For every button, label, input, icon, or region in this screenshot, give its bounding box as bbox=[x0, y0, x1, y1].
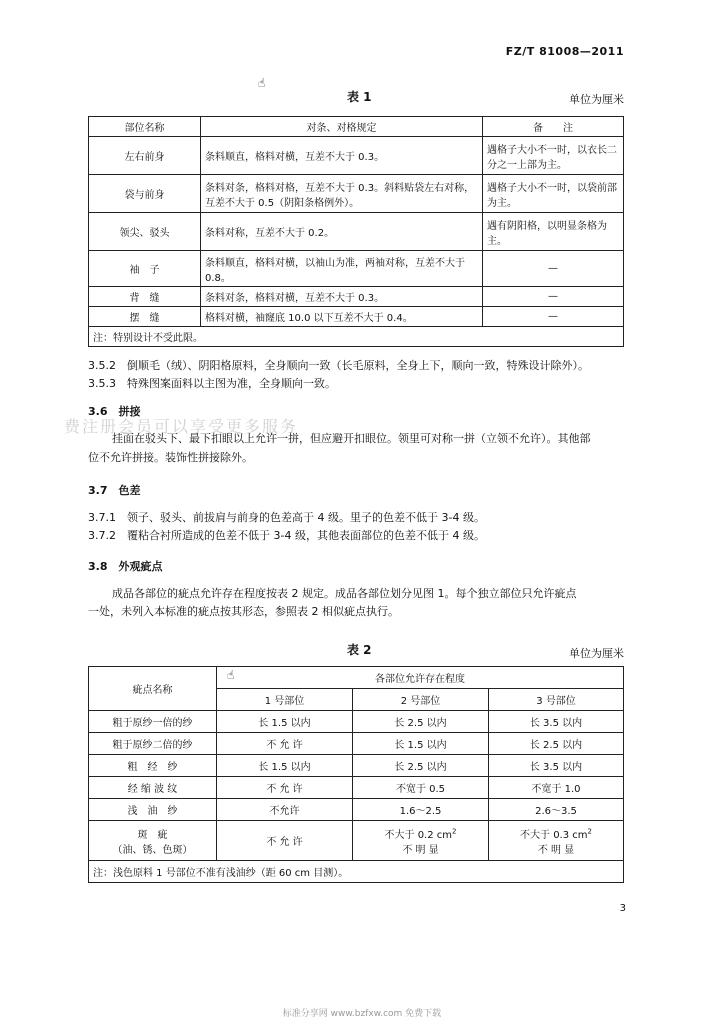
table-row: 经 缩 波 纹 不 允 许 不宽于 0.5 不宽于 1.0 bbox=[89, 777, 624, 799]
table-row: 摆 缝 格料对横，袖窿底 10.0 以下互差不大于 0.4。 — bbox=[89, 307, 624, 327]
hand-icon: ☝ bbox=[227, 668, 235, 682]
table1-title: 表 1 bbox=[347, 90, 372, 104]
para-3-6-line1: 挂面在驳头下、最下扣眼以上允许一拼，但应避开扣眼位。领里可对称一拼（立领不允许）。其他部 bbox=[112, 432, 591, 445]
table1-unit: 单位为厘米 bbox=[569, 93, 624, 106]
para-3-7-1: 3.7.1 领子、驳头、前拔肩与前身的色差高于 4 级。里子的色差不低于 3-4 级。 bbox=[88, 511, 485, 524]
table-row: 背 缝 条料对条，格料对横，互差不大于 0.3。 — bbox=[89, 287, 624, 307]
stain-name: 斑 疵 bbox=[137, 829, 168, 841]
section-3-7: 3.7 色差 bbox=[88, 484, 141, 497]
standard-code: FZ/T 81008—2011 bbox=[505, 45, 624, 58]
para-3-8-line1: 成品各部位的疵点允许存在程度按表 2 规定。成品各部位划分见图 1。每个独立部位只允许疵点 bbox=[112, 587, 577, 600]
table-note-row: 注：浅色原料 1 号部位不准有浅油纱（距 60 cm 目测）。 bbox=[89, 861, 624, 883]
table-row: 粗于原纱一倍的纱 长 1.5 以内 长 2.5 以内 长 3.5 以内 bbox=[89, 711, 624, 733]
table2 bbox=[88, 666, 624, 883]
table2-title: 表 2 bbox=[347, 643, 372, 657]
table-note-row: 注：特别设计不受此限。 bbox=[89, 327, 624, 347]
table-row: 袖 子 条料顺直，格料对横，以袖山为准，两袖对称，互差不大于 0.8。 — bbox=[89, 251, 624, 287]
section-3-6: 3.6 拼接 bbox=[88, 405, 141, 418]
para-3-6-line2: 位不允许拼接。装饰性拼接除外。 bbox=[88, 451, 253, 464]
stain-visibility-2: 不 明 显 bbox=[402, 844, 439, 856]
table-row: 领尖、驳头 条料对称，互差不大于 0.2。 遇有阴阳格，以明显条格为主。 bbox=[89, 213, 624, 251]
table-header-row: 部位名称 对条、对格规定 备 注 bbox=[89, 117, 624, 137]
group-header: 各部位允许存在程度 bbox=[375, 674, 465, 685]
superscript: 2 bbox=[587, 827, 592, 836]
table-row: 粗 经 纱 长 1.5 以内 长 2.5 以内 长 3.5 以内 bbox=[89, 755, 624, 777]
table-row: 左右前身 条料顺直，格料对横，互差不大于 0.3。 遇格子大小不一时，以衣长二分之一上部为主。 bbox=[89, 137, 624, 175]
hand-icon: ☝ bbox=[258, 76, 266, 90]
table-row: 浅 油 纱 不允许 1.6～2.5 2.6～3.5 bbox=[89, 799, 624, 821]
table-subheader-row: 1 号部位 2 号部位 3 号部位 bbox=[89, 689, 624, 711]
para-3-5-2: 3.5.2 倒顺毛（绒）、阴阳格原料，全身顺向一致（长毛原料，全身上下，顺向一致，特殊设计除外）。 bbox=[88, 359, 589, 372]
table-row: 粗于原纱二倍的纱 不 允 许 长 1.5 以内 长 2.5 以内 bbox=[89, 733, 624, 755]
table2-unit: 单位为厘米 bbox=[569, 647, 624, 660]
page-number: 3 bbox=[619, 903, 626, 914]
stain-subname: （油、锈、色斑） bbox=[112, 844, 193, 856]
para-3-8-line2: 一处，未列入本标准的疵点按其形态，参照表 2 相似疵点执行。 bbox=[88, 605, 399, 618]
para-3-5-3: 3.5.3 特殊图案面料以主图为准，全身顺向一致。 bbox=[88, 377, 336, 390]
table-row: 斑 疵 （油、锈、色斑） 不 允 许 不大于 0.2 $cm^2$ 不 明 显 不大于 0.3 $cm^2$ 不 明 显 bbox=[89, 821, 624, 861]
table-header-row: 疵点名称 ☝ 各部位允许存在程度 bbox=[89, 667, 624, 689]
section-3-8: 3.8 外观疵点 bbox=[88, 560, 163, 573]
table1 bbox=[88, 116, 624, 347]
table-row: 袋与前身 条料对条，格料对格，互差不大于 0.3。斜料贴袋左右对称，互差不大于 0.5（阴阳条格例外）。 遇格子大小不一时，以袋前部为主。 bbox=[89, 175, 624, 213]
stain-limit-2: 不大于 0.2 cm bbox=[384, 829, 453, 841]
watermark: 费注册会员可以享受更多服务 bbox=[64, 417, 299, 436]
stain-limit-3: 不大于 0.3 cm bbox=[520, 829, 588, 841]
superscript: 2 bbox=[452, 827, 457, 836]
para-3-7-2: 3.7.2 覆粘合衬所造成的色差不低于 3-4 级，其他表面部位的色差不低于 4 级。 bbox=[88, 529, 485, 542]
stain-visibility-3: 不 明 显 bbox=[537, 844, 575, 856]
footer-site: 标准分享网 www.bzfxw.com 免费下载 bbox=[282, 1009, 442, 1019]
